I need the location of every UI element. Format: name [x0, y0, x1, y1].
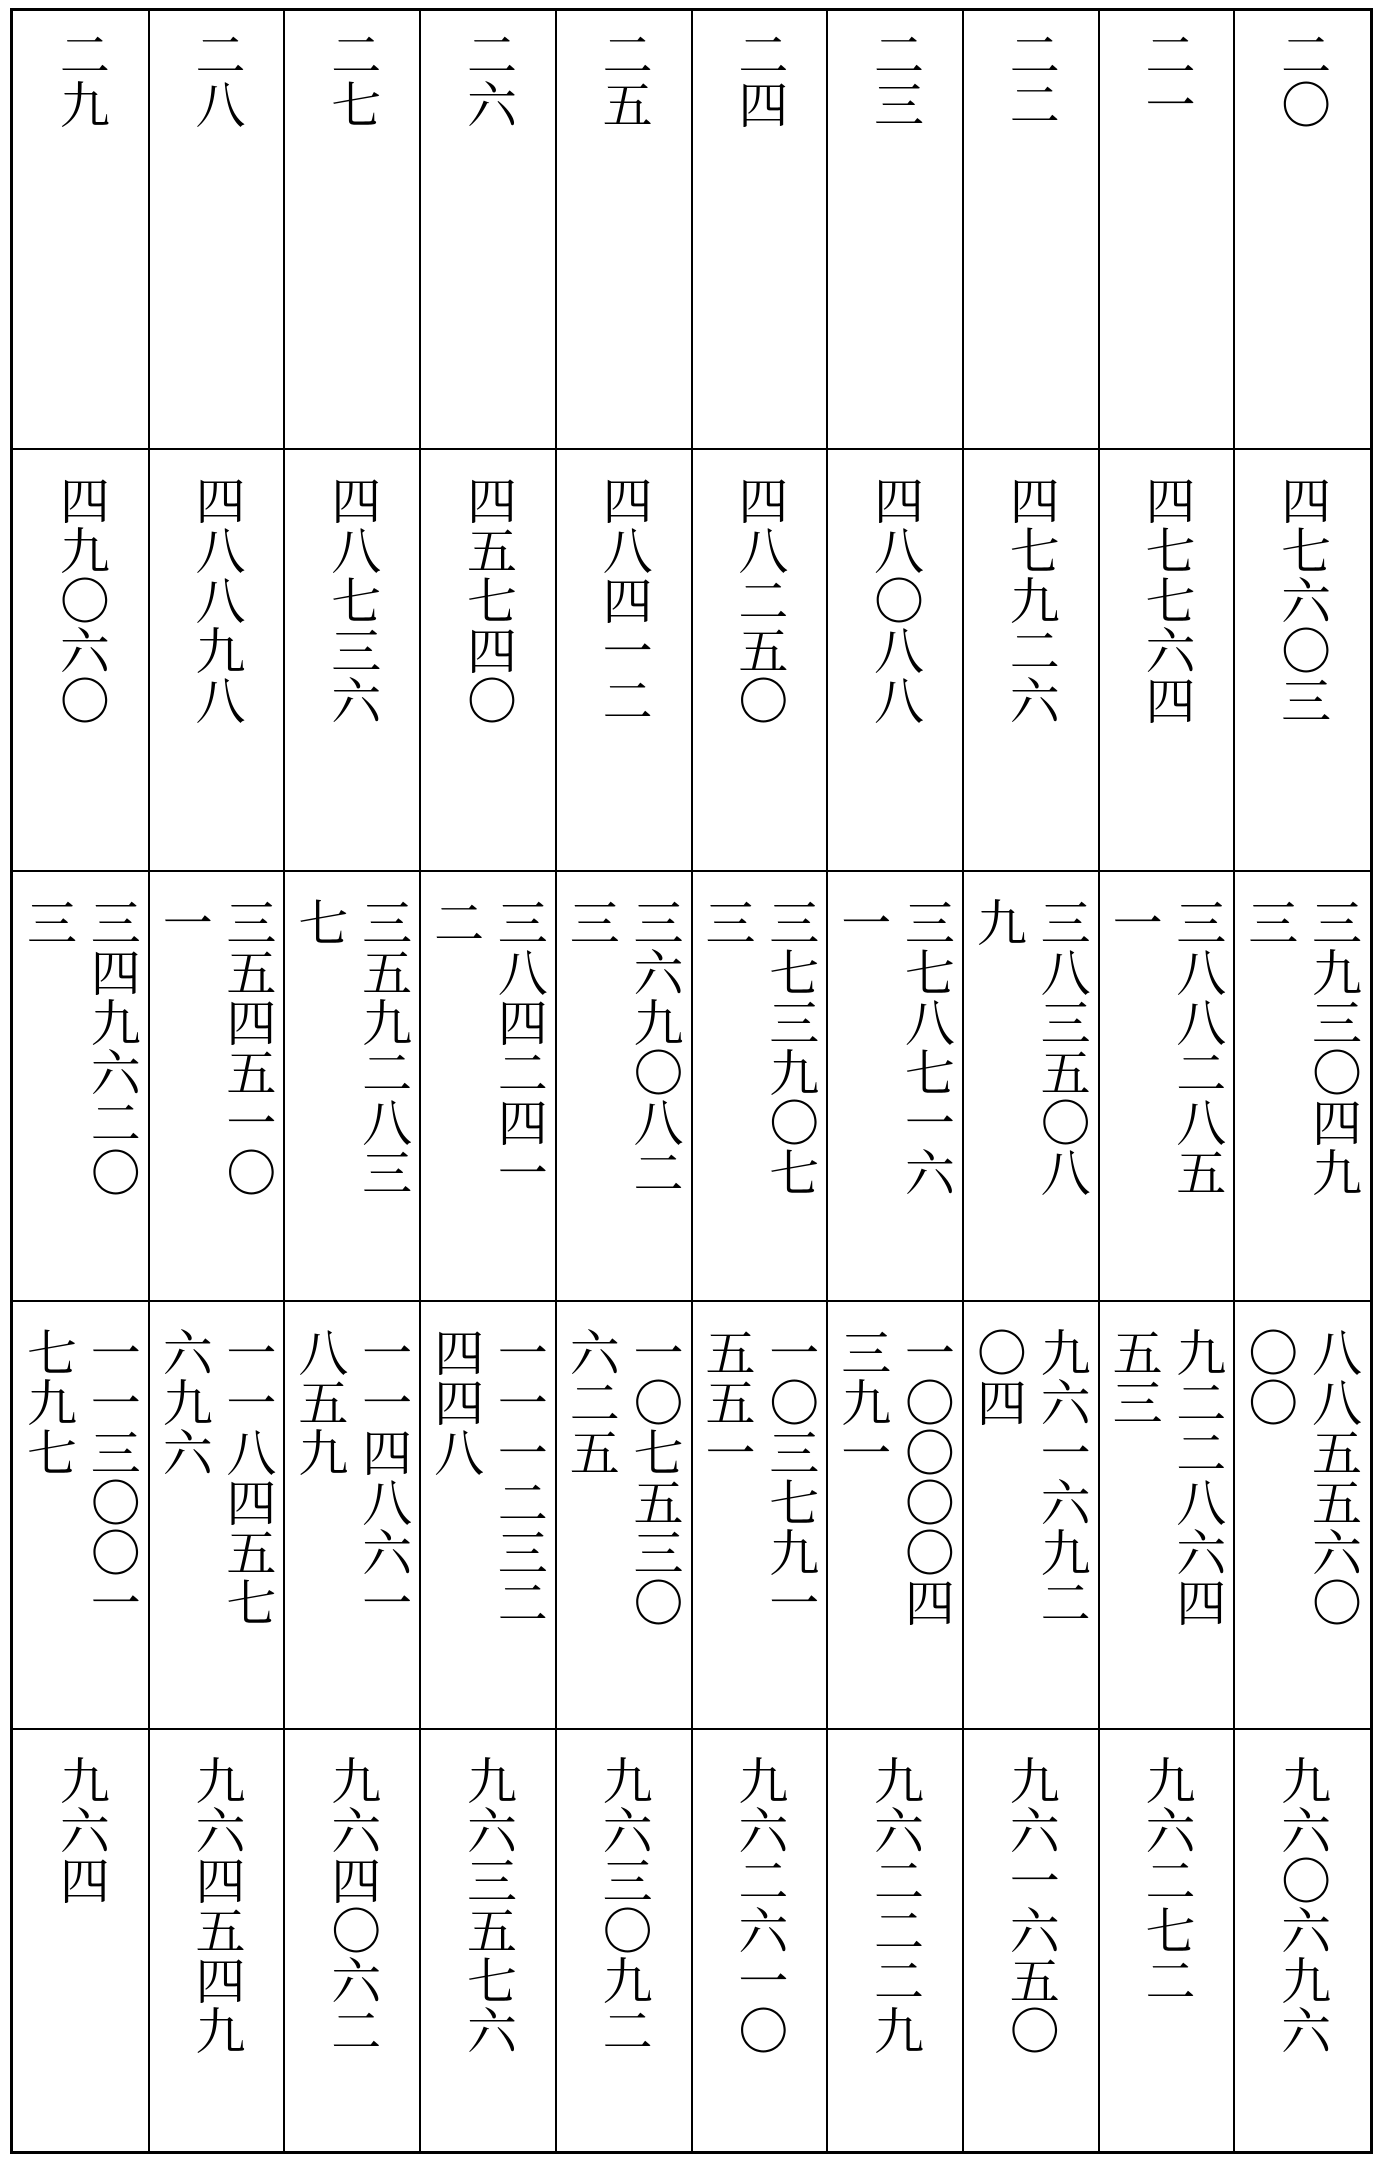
split-cell-remainder: 七	[290, 897, 349, 947]
index-cell: 二八	[187, 29, 246, 129]
split-cell-main: 三五九二八三	[354, 897, 413, 1197]
range-cell-remainder: 八五九	[290, 1327, 349, 1477]
split-cell-remainder: 一	[154, 897, 213, 947]
index-cell: 二六	[458, 29, 517, 129]
range-cell-main: 一一八四五七	[218, 1327, 277, 1627]
table-column	[149, 11, 285, 2151]
range-cell-main: 八八五五六〇	[1303, 1327, 1362, 1627]
table-column	[963, 11, 1099, 2151]
split-cell-main: 三五四五一〇	[218, 897, 277, 1197]
index-cell: 二七	[323, 29, 382, 129]
table-column	[692, 11, 828, 2151]
tail-cell: 九六〇六九六	[1273, 1755, 1332, 2055]
number-cell: 四五七四〇	[458, 475, 517, 725]
range-cell-main: 一〇〇〇〇四	[896, 1327, 955, 1627]
index-cell: 二一	[1137, 29, 1196, 129]
index-cell: 二三	[866, 29, 925, 129]
split-cell-remainder: 一	[833, 897, 892, 947]
range-cell-main: 一一一二三二	[489, 1327, 548, 1627]
table-column	[1234, 11, 1370, 2151]
index-cell: 二四	[730, 29, 789, 129]
number-cell: 四七六〇三	[1273, 475, 1332, 725]
tail-cell: 九六四〇六二	[323, 1755, 382, 2055]
split-cell-remainder: 三	[19, 897, 77, 947]
range-cell-remainder: 七九七	[19, 1327, 77, 1477]
number-cell: 四八七三六	[323, 475, 382, 725]
table-column	[13, 11, 149, 2151]
range-cell-main: 一〇七五三〇	[625, 1327, 684, 1627]
split-cell-remainder: 二	[426, 897, 485, 947]
range-cell-remainder: 四四八	[426, 1327, 485, 1477]
split-cell-main: 三八四二四一	[489, 897, 548, 1197]
table-column	[1099, 11, 1235, 2151]
range-cell-remainder: 六九六	[154, 1327, 213, 1477]
table-column	[556, 11, 692, 2151]
number-cell: 四八二五〇	[730, 475, 789, 725]
table-column	[284, 11, 420, 2151]
tail-cell: 九六一六五〇	[1001, 1755, 1060, 2055]
tail-cell: 九六三五七六	[458, 1755, 517, 2055]
table-column	[420, 11, 556, 2151]
number-cell: 四八〇八八	[866, 475, 925, 725]
range-cell-main: 一一四八六一	[354, 1327, 413, 1627]
split-cell-remainder: 三	[697, 897, 756, 947]
tail-cell: 九六二七二	[1137, 1755, 1196, 2005]
split-cell-main: 三四九六二〇	[82, 897, 141, 1197]
split-cell-remainder: 三	[1240, 897, 1299, 947]
split-cell-remainder: 一	[1104, 897, 1163, 947]
number-cell: 四八四一二	[594, 475, 653, 725]
range-cell-main: 九六一六九二	[1032, 1327, 1091, 1627]
split-cell-main: 三九三〇四九	[1303, 897, 1362, 1197]
index-cell: 二五	[594, 29, 653, 129]
split-cell-remainder: 九	[968, 897, 1027, 947]
tail-cell: 九六四	[51, 1755, 110, 1905]
range-cell-remainder: 五五一	[697, 1327, 756, 1477]
tail-cell: 九六二六一〇	[730, 1755, 789, 2055]
split-cell-main: 三七八七一六	[896, 897, 955, 1197]
split-cell-main: 三七三九〇七	[761, 897, 820, 1197]
index-cell: 二〇	[1273, 29, 1332, 129]
table-column	[827, 11, 963, 2151]
table	[10, 8, 1373, 2154]
range-cell-remainder: 三九一	[833, 1327, 892, 1477]
number-cell: 四七九二六	[1001, 475, 1060, 725]
tail-cell: 九六二二二九	[866, 1755, 925, 2055]
tail-cell: 九六四五四九	[187, 1755, 246, 2055]
split-cell-main: 三六九〇八二	[625, 897, 684, 1197]
range-cell-main: 一一三〇〇一	[82, 1327, 141, 1627]
range-cell-remainder: 〇四	[968, 1327, 1027, 1427]
index-cell: 二二	[1001, 29, 1060, 129]
range-cell-remainder: 〇〇	[1240, 1327, 1299, 1427]
number-cell: 四七七六四	[1137, 475, 1196, 725]
split-cell-main: 三八三五〇八	[1032, 897, 1091, 1197]
range-cell-remainder: 五三	[1104, 1327, 1163, 1427]
number-cell: 四九〇六〇	[51, 475, 110, 725]
number-cell: 四八八九八	[187, 475, 246, 725]
tail-cell: 九六三〇九二	[594, 1755, 653, 2055]
range-cell-remainder: 六二五	[561, 1327, 620, 1477]
range-cell-main: 一〇三七九一	[761, 1327, 820, 1627]
range-cell-main: 九二二八六四	[1168, 1327, 1227, 1627]
split-cell-main: 三八八二八五	[1168, 897, 1227, 1197]
split-cell-remainder: 三	[561, 897, 620, 947]
index-cell: 二九	[51, 29, 110, 129]
